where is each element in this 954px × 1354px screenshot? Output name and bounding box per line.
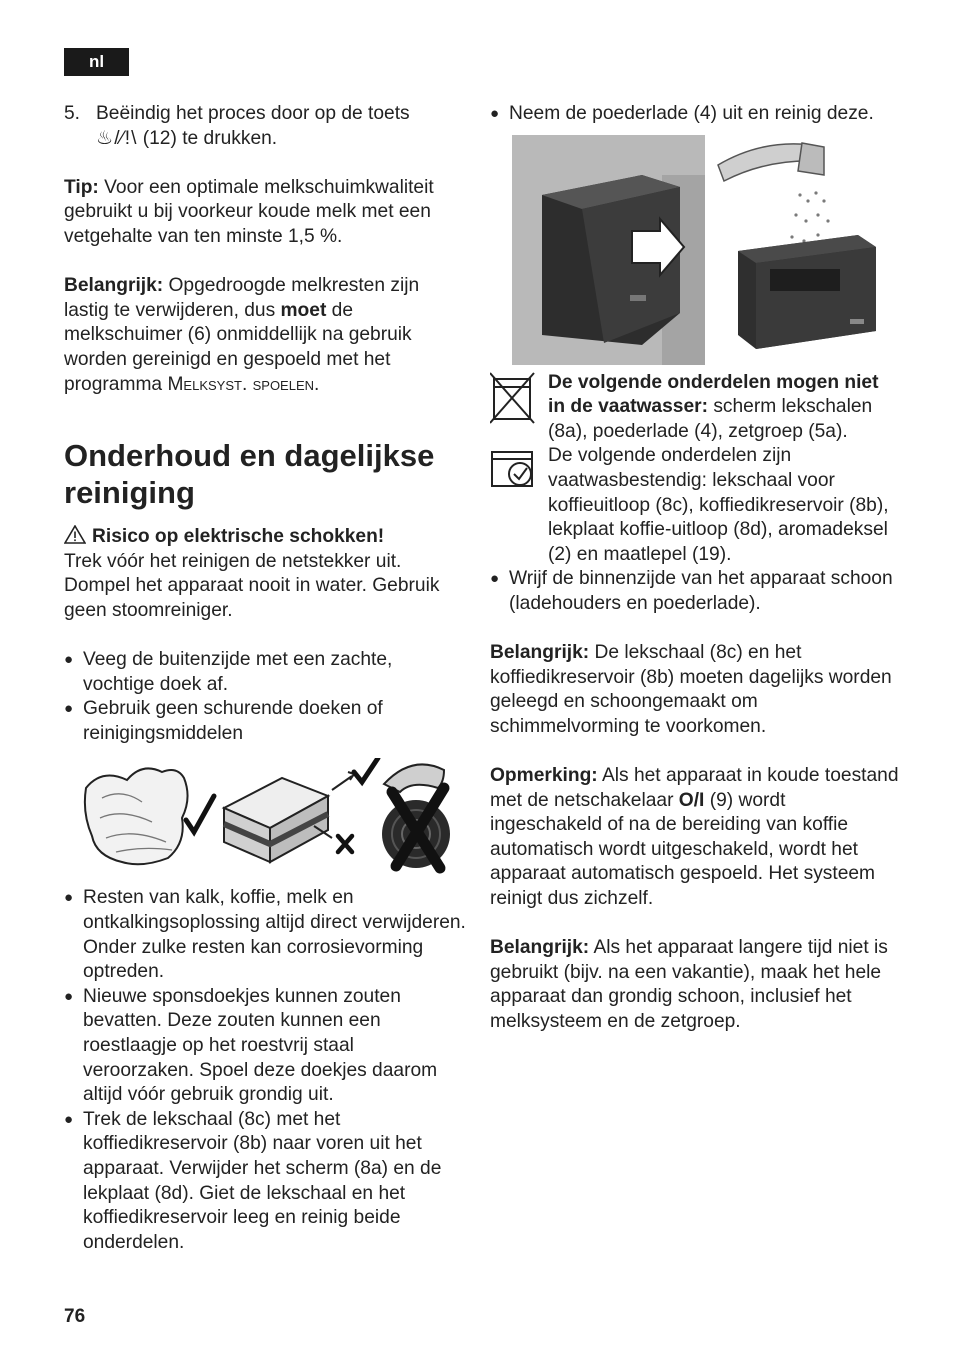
list-item: ● Resten van kalk, koffie, melk en ontkalkingsoplossing altijd direct verwijderen. Onder zulke resten kan corrosievorming optreden. [64, 887, 466, 983]
section-heading: Onderhoud en dagelijkse reiniging [64, 438, 435, 511]
not-dishwasher-safe-note: De volgende onderdelen mogen niet in de vaatwasser: scherm lekschalen (8a), poederlade (4), zetgroep (5a). [490, 371, 900, 445]
step-5 [64, 102, 466, 151]
page-number: 76 [64, 1306, 86, 1327]
milk-program-symbol: ♨/⁄!\ [96, 127, 138, 149]
language-tab: nl [64, 48, 129, 76]
dishwasher-safe-icon [490, 444, 548, 498]
warning-text: Trek vóór het reinigen de netstekker uit. Dompel het apparaat nooit in water. Gebruik geen stoomreiniger. [64, 550, 440, 621]
warning-triangle-icon [64, 525, 86, 544]
list-item: ● Veeg de buitenzijde met een zachte, vochtige doek af. [64, 649, 393, 695]
bullet-list-a [64, 648, 466, 746]
step-5-line2: (12) te drukken. [137, 127, 278, 149]
important-daily-paragraph: Belangrijk: De lekschaal (8c) en het koffiedikreservoir (8b) moeten dagelijks worden geleegd en schoongemaakt om schimmelvorming te voorkomen. [490, 642, 892, 737]
powder-drawer-illustration [512, 135, 910, 365]
tip-paragraph: Tip: Voor een optimale melkschuimkwaliteit gebruikt u bij voorkeur koude melk met een vetgehalte van ten minste 1,5 %. [64, 176, 434, 247]
left-column [64, 102, 466, 1255]
important-long-absence-paragraph: Belangrijk: Als het apparaat langere tijd niet is gebruikt (bijv. na een vakantie), maak het hele apparaat dan grondig schoon, inclusief het melksysteem en de zetgroep. [490, 937, 888, 1033]
remark-paragraph: Opmerking: Als het apparaat in koude toestand met de netschakelaar O/I (9) wordt ingeschakeld of na de bereiding van koffie automatisch wordt uitgeschakeld, wordt het apparaat automatisch gespoeld. Het systeem reinigt dus zichzelf. [490, 765, 899, 910]
list-item: ● Gebruik geen schurende doeken of reinigingsmiddelen [64, 698, 383, 744]
important-milk-paragraph: Belangrijk: Opgedroogde melkresten zijn lastig te verwijderen, dus moet de melkschuimer (6) onmiddellijk na gebruik worden gereinigd en gespoeld met het programma Melksyst. spoelen. [64, 275, 420, 395]
warning-title: Risico op elektrische schokken! [64, 525, 466, 550]
dishwasher-safe-note: De volgende onderdelen zijn vaatwasbestendig: lekschaal voor koffieuitloop (8c), koffiedikreservoir (8b), lekplaat koffie-uitloop (8d), aromadeksel (2) en maatlepel (19). [490, 444, 900, 567]
bullet-list-b [64, 886, 466, 1255]
cleaning-cloths-illustration [82, 758, 466, 876]
no-dishwasher-icon [490, 371, 548, 425]
program-name: Melksyst. spoelen [167, 373, 315, 395]
list-item: ● Nieuwe sponsdoekjes kunnen zouten bevatten. Deze zouten kunnen een roestlaagje op het roestvrij staal veroorzaken. Spoel deze doekjes daarom altijd vóór gebruik grondig uit. [64, 985, 438, 1106]
list-item: ● Neem de poederlade (4) uit en reinig deze. [490, 103, 874, 124]
list-item: ● Wrijf de binnenzijde van het apparaat schoon (ladehouders en poederlade). [490, 568, 893, 614]
list-item: ● Trek de lekschaal (8c) met het koffiedikreservoir (8b) naar voren uit het apparaat. Verwijder het scherm (8a) en de lekplaat (8d). Giet de lekschaal en het koffiedikreservoir leeg en reinig beide onderdelen. [64, 1108, 442, 1253]
right-column [490, 102, 900, 1035]
power-switch-label: O/I [678, 789, 705, 811]
step-number: 5. [64, 103, 81, 124]
step-5-line1: Beëindig het proces door op de toets [96, 103, 410, 124]
